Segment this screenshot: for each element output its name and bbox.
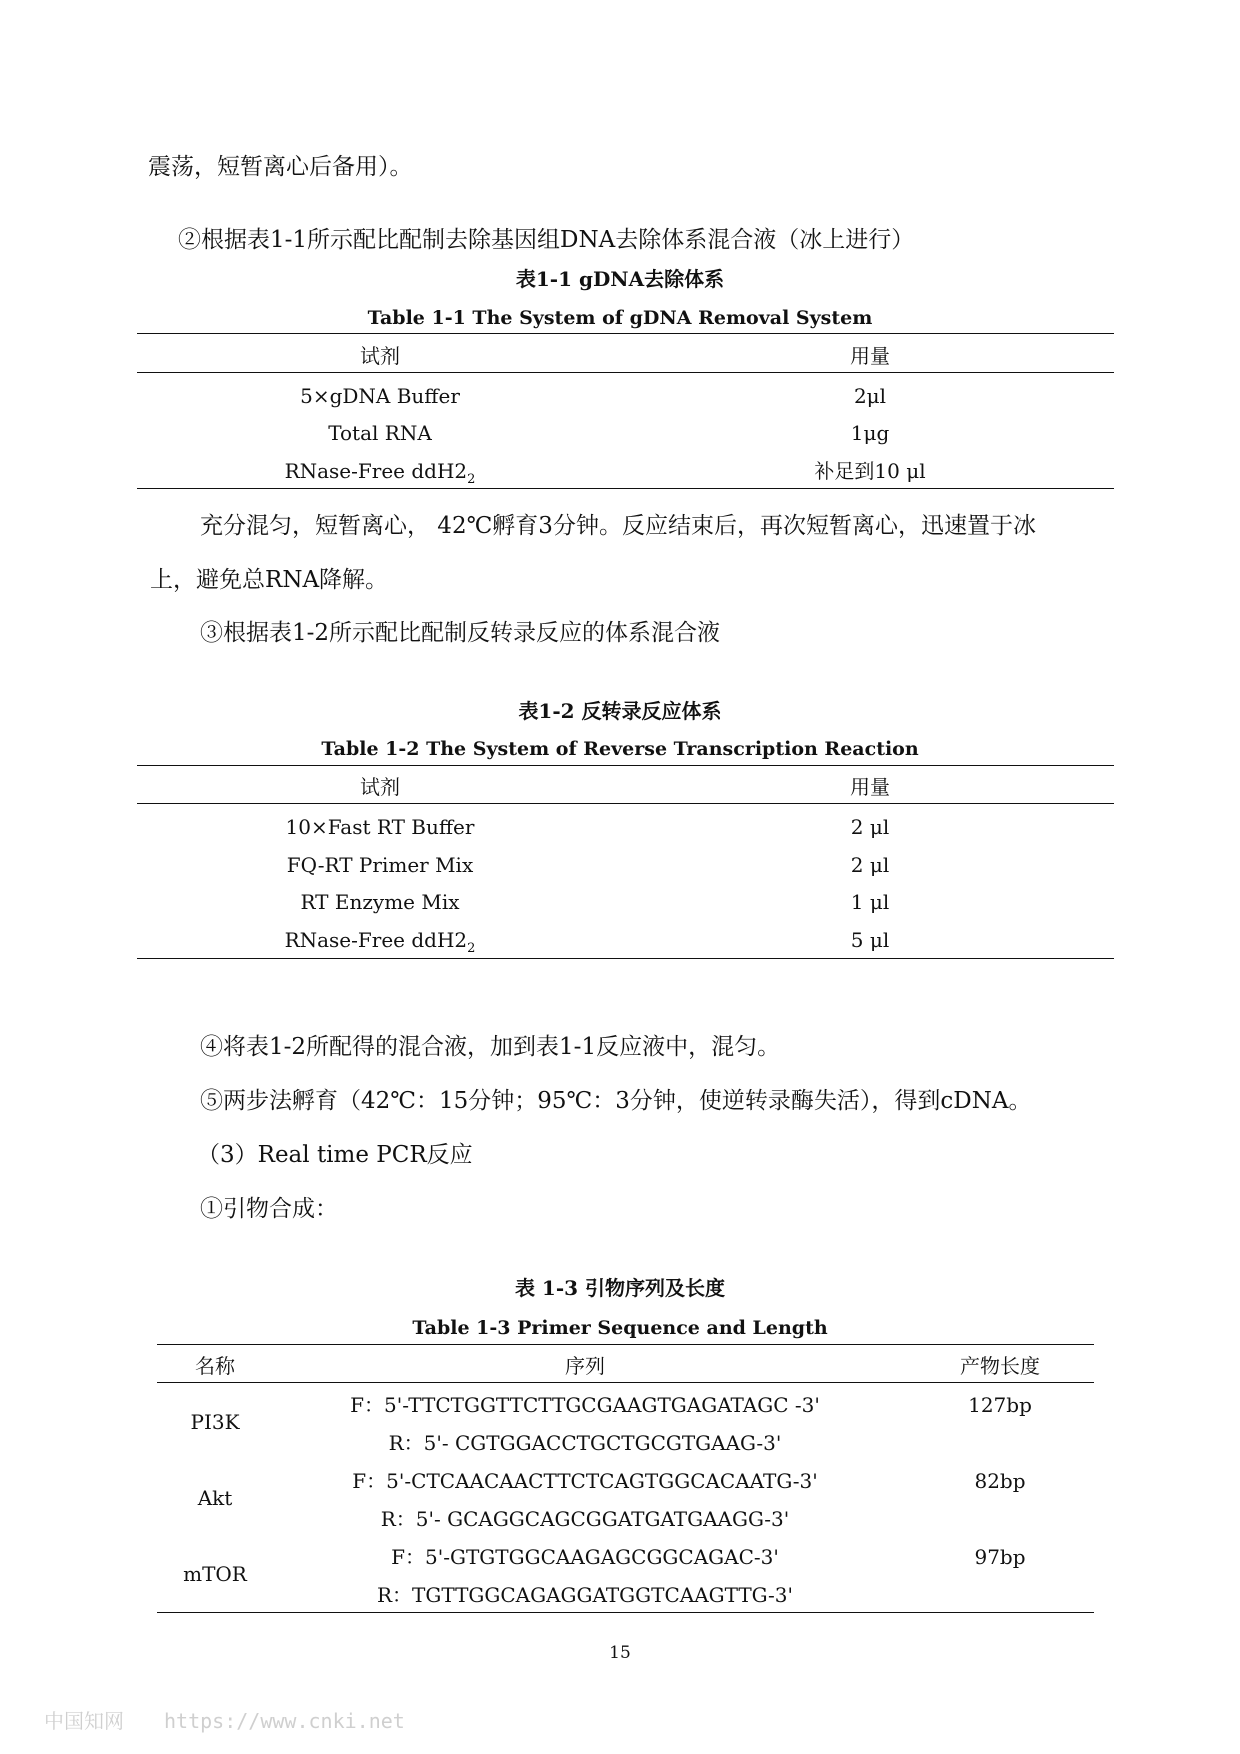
table3-forward-primer: F：5'-CTCAACAACTTCTCAGTGGCACAATG-3' (352, 1469, 818, 1493)
table3-header-sequence: 序列 (565, 1354, 605, 1378)
table1-cell: 补足到10 μl (814, 459, 926, 483)
paragraph-step-3: ③根据表1-2所示配比配制反转录反应的体系混合液 (200, 620, 721, 646)
table2-caption-cn: 表1-2 反转录反应体系 (518, 699, 722, 723)
table3-bottom-rule (157, 1612, 1094, 1613)
table1-caption-en: Table 1-1 The System of gDNA Removal System (367, 307, 873, 329)
paragraph-step-5: ⑤两步法孵育（42℃：15分钟；95℃：3分钟，使逆转录酶失活），得到cDNA。 (200, 1088, 1032, 1114)
table2-cell: 10×Fast RT Buffer (285, 815, 475, 839)
table3-header-name: 名称 (195, 1354, 235, 1378)
table3-gene-name: PI3K (190, 1410, 240, 1434)
cnki-url: https://www.cnki.net (164, 1709, 405, 1733)
table2-header-rule (137, 803, 1114, 804)
table3-header-rule (157, 1382, 1094, 1383)
paragraph-incubation: 充分混匀，短暂离心， 42℃孵育3分钟。反应结束后，再次短暂离心，迅速置于冰 (200, 513, 1036, 539)
paragraph-step-primer: ①引物合成： (200, 1196, 338, 1222)
table3-product-length: 127bp (968, 1393, 1032, 1417)
table1-cell: RNase-Free $ddH2_2$ (284, 459, 476, 487)
table2-top-rule (137, 765, 1114, 766)
cnki-watermark (44, 1705, 405, 1734)
table2-bottom-rule (137, 958, 1114, 959)
paragraph-continued: 震荡，短暂离心后备用）。 (148, 154, 413, 180)
table3-product-length: 82bp (974, 1469, 1026, 1493)
table1-caption-cn: 表1-1 gDNA去除体系 (515, 267, 725, 291)
table3-reverse-primer: R：5'- GCAGGCAGCGGATGATGAAGG-3' (380, 1507, 790, 1531)
table2-header-amount: 用量 (850, 775, 890, 799)
table3-header-length: 产物长度 (960, 1354, 1040, 1378)
table3-reverse-primer: R：TGTTGGCAGAGGATGGTCAAGTTG-3' (376, 1583, 794, 1607)
table2-cell: 1 μl (850, 890, 890, 914)
paragraph-incubation-cont: 上，避免总RNA降解。 (150, 567, 389, 593)
table2-cell: FQ-RT Primer Mix (286, 853, 474, 877)
table1-top-rule (137, 333, 1114, 334)
table1-header-amount: 用量 (850, 344, 890, 368)
table1-cell: 1μg (850, 421, 890, 445)
table2-caption-en: Table 1-2 The System of Reverse Transcription Reaction (321, 738, 919, 760)
table3-product-length: 97bp (974, 1545, 1026, 1569)
page-number: 15 (609, 1643, 631, 1663)
table3-forward-primer: F：5'-TTCTGGTTCTTGCGAAGTGAGATAGC -3' (350, 1393, 820, 1417)
table1-header-reagent: 试剂 (360, 344, 400, 368)
table2-header-reagent: 试剂 (360, 775, 400, 799)
table2-cell: 2 μl (850, 853, 890, 877)
cnki-logo-text: 中国知网 (44, 1709, 124, 1733)
table1-cell: 5×gDNA Buffer (300, 384, 460, 408)
table1-bottom-rule (137, 488, 1114, 489)
table3-gene-name: Akt (197, 1486, 233, 1510)
table2-cell: 5 μl (850, 928, 890, 952)
table2-cell: RT Enzyme Mix (300, 890, 460, 914)
table3-caption-en: Table 1-3 Primer Sequence and Length (412, 1317, 828, 1339)
table2-cell: 2 μl (850, 815, 890, 839)
paragraph-step-2: ②根据表1-1所示配比配制去除基因组DNA去除体系混合液（冰上进行） (178, 227, 915, 253)
table3-caption-cn: 表 1-3 引物序列及长度 (514, 1276, 726, 1300)
table3-reverse-primer: R：5'- CGTGGACCTGCTGCGTGAAG-3' (388, 1431, 782, 1455)
table3-top-rule (157, 1344, 1094, 1345)
table3-forward-primer: F：5'-GTGTGGCAAGAGCGGCAGAC-3' (391, 1545, 779, 1569)
table1-header-rule (137, 372, 1114, 373)
section-heading-realtime-pcr: （3）Real time PCR反应 (197, 1142, 473, 1168)
table1-cell: 2μl (853, 384, 887, 408)
table1-cell: Total RNA (328, 421, 432, 445)
paragraph-step-4: ④将表1-2所配得的混合液，加到表1-1反应液中，混匀。 (200, 1034, 781, 1060)
table3-gene-name: mTOR (183, 1562, 247, 1586)
table2-cell: RNase-Free $ddH2_2$ (284, 928, 476, 956)
